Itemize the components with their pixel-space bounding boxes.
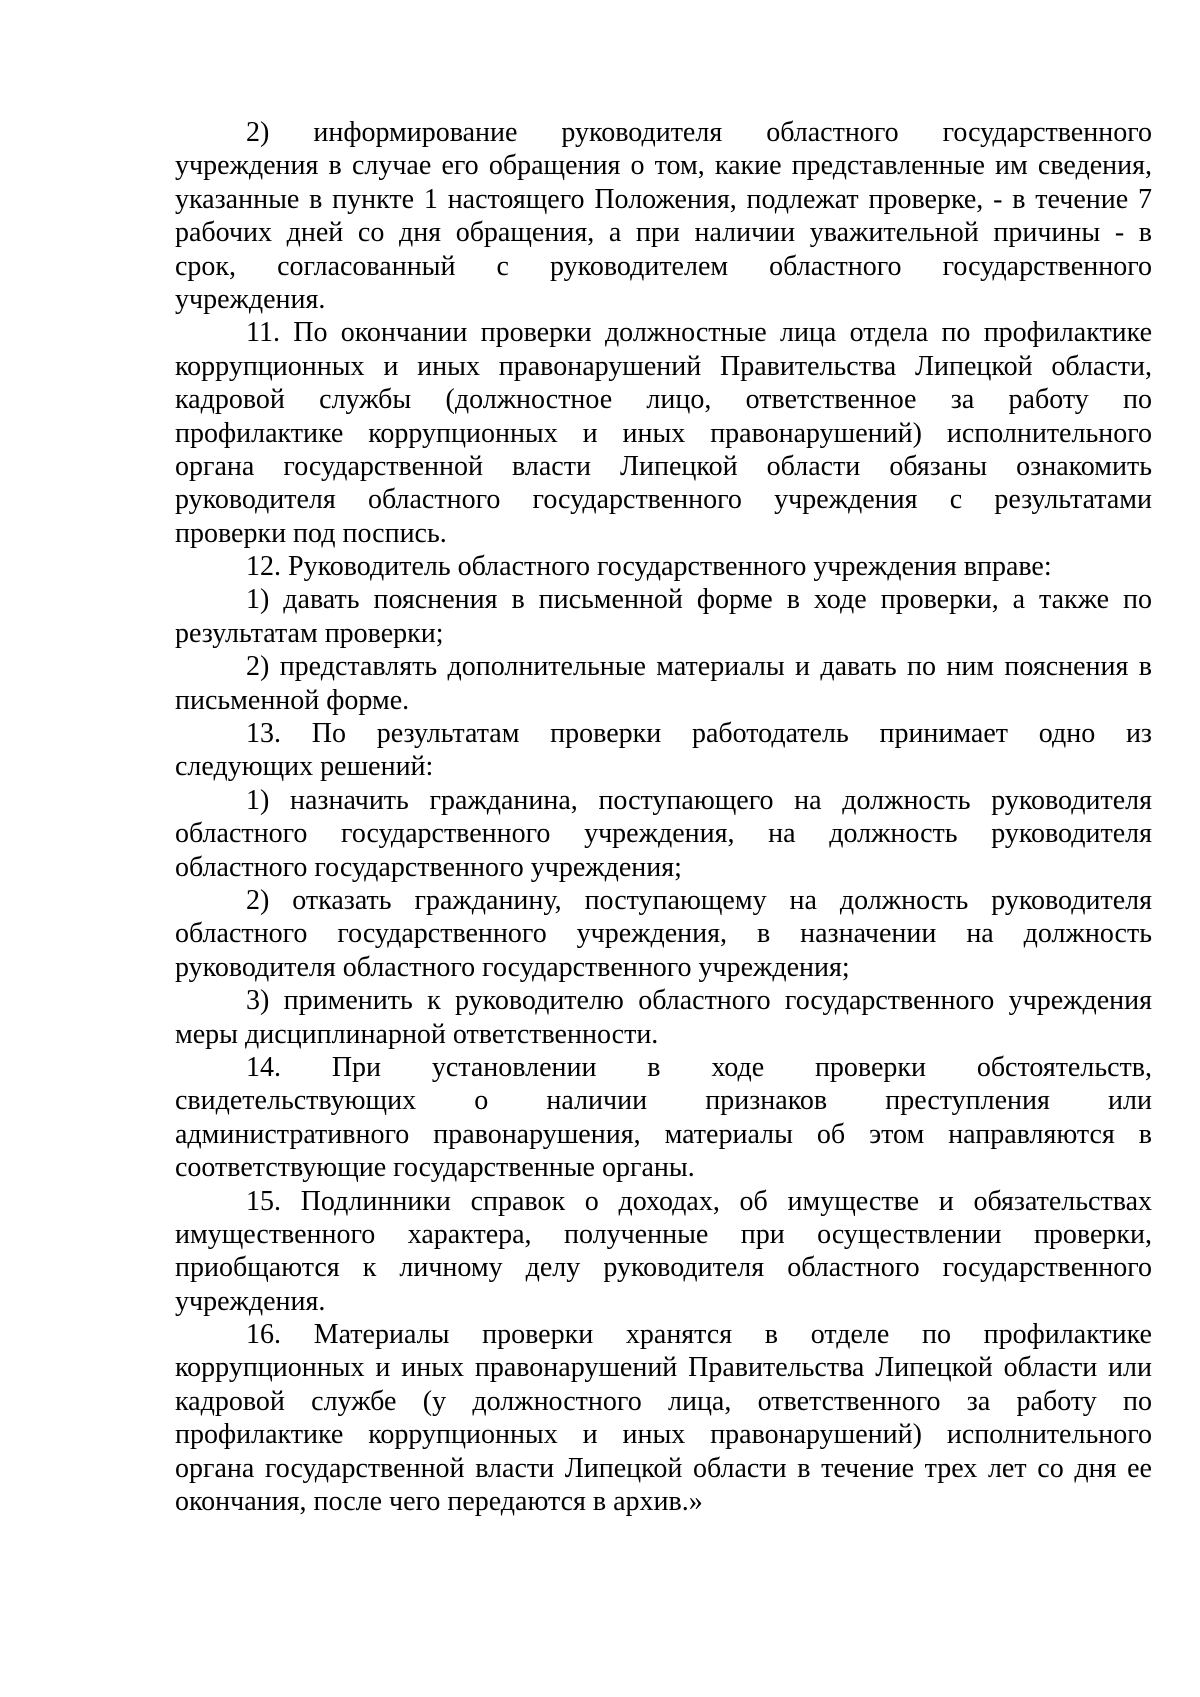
text-line: 2) информирование руководителя областного государственного [246,117,1152,148]
point-12-1-paragraph [175,583,1152,650]
point-14-paragraph [175,1051,1152,1185]
text-line: учреждения. [175,283,326,315]
point-12-paragraph [175,550,1152,583]
point-13-paragraph [175,717,1152,784]
text-line: меры дисциплинарной ответственности. [175,1018,659,1050]
text-line: коррупционных и иных правонарушений Правительства Липецкой области или [175,1352,1152,1384]
text-line: коррупционных и иных правонарушений Правительства Липецкой области, [175,350,1152,382]
text-line: учреждения в случае его обращения о том, какие представленные им сведения, [175,150,1152,182]
document-body [175,116,1152,1518]
point-11-paragraph [175,316,1152,550]
text-line: результатам проверки; [175,617,444,649]
text-line: областного государственного учреждения; [175,851,682,883]
text-line: профилактике коррупционных и иных правонарушений) исполнительного [175,417,1152,449]
text-line: приобщаются к личному делу руководителя областного государственного [175,1252,1152,1284]
text-line: соответствующие государственные органы. [175,1152,695,1184]
text-line: областного государственного учреждения, на должность руководителя [175,818,1152,850]
text-line: областного государственного учреждения, в назначении на должность [175,918,1152,950]
text-line: руководителя областного государственного учреждения; [175,951,850,983]
point-13-3-paragraph [175,984,1152,1051]
text-line: окончания, после чего передаются в архив.» [175,1486,703,1518]
text-line: профилактике коррупционных и иных правонарушений) исполнительного [175,1419,1152,1451]
text-line: письменной форме. [175,684,410,716]
text-line: административного правонарушения, материалы об этом направляются в [175,1118,1152,1150]
text-line: 13. По результатам проверки работодатель принимает одно из [246,718,1152,750]
text-line: кадровой службе (у должностного лица, ответственного за работу по [175,1385,1152,1417]
point-13-2-paragraph [175,884,1152,984]
text-line: срок, согласованный с руководителем областного государственного [175,250,1152,282]
text-line: учреждения. [175,1285,326,1317]
text-line: 1) давать пояснения в письменной форме в ходе проверки, а также по [246,584,1152,616]
text-line: руководителя областного государственного учреждения с результатами [175,484,1152,516]
text-line: 2) представлять дополнительные материалы и давать по ним пояснения в [246,651,1152,683]
text-line: 11. По окончании проверки должностные лица отдела по профилактике [246,317,1152,349]
item-2-inform-paragraph [175,116,1152,316]
text-line: 2) отказать гражданину, поступающему на должность руководителя [246,884,1152,916]
text-line: рабочих дней со дня обращения, а при наличии уважительной причины - в [175,217,1152,249]
text-line: указанные в пункте 1 настоящего Положения, подлежат проверке, - в течение 7 [175,183,1152,215]
text-line: 16. Материалы проверки хранятся в отделе по профилактике [246,1319,1152,1351]
text-line: органа государственной власти Липецкой области обязаны ознакомить [175,450,1152,482]
text-line: 1) назначить гражданина, поступающего на должность руководителя [246,784,1152,816]
point-16-paragraph [175,1318,1152,1518]
point-15-paragraph [175,1185,1152,1319]
text-line: следующих решений: [175,751,434,783]
text-line: 14. При установлении в ходе проверки обстоятельств, [246,1051,1152,1083]
text-line: 3) применить к руководителю областного государственного учреждения [246,985,1152,1017]
point-13-1-paragraph [175,784,1152,884]
text-line: свидетельствующих о наличии признаков преступления или [175,1085,1152,1117]
text-line: 15. Подлинники справок о доходах, об имуществе и обязательствах [246,1185,1152,1217]
text-line: органа государственной власти Липецкой области в течение трех лет со дня ее [175,1452,1152,1484]
text-line: проверки под поспись. [175,517,447,549]
text-line: имущественного характера, полученные при осуществлении проверки, [175,1218,1152,1250]
point-12-2-paragraph [175,650,1152,717]
text-line: 12. Руководитель областного государственного учреждения вправе: [246,551,1052,583]
text-line: кадровой службы (должностное лицо, ответственное за работу по [175,384,1152,416]
